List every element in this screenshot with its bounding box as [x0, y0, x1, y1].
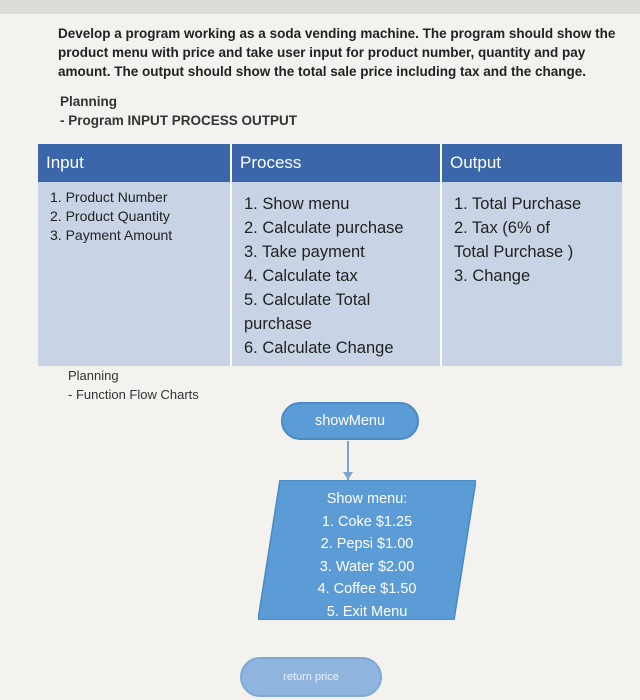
menu-line: 4. Coffee $1.50: [317, 581, 417, 597]
input-item: 2. Product Quantity: [50, 208, 170, 224]
planning-ipo-section: [60, 92, 297, 130]
process-item: 5. Calculate Total: [244, 291, 371, 309]
process-item: 4. Calculate tax: [244, 267, 358, 285]
menu-line: 5. Exit Menu: [326, 603, 408, 620]
output-cell: [441, 182, 622, 366]
process-item: purchase: [244, 315, 312, 333]
ipo-body-row: [38, 182, 622, 366]
assignment-description: [58, 24, 618, 81]
menu-line: Show menu:: [326, 491, 408, 507]
description-line: amount. The output should show the total sale price including tax and the change.: [58, 64, 587, 79]
output-item: 3. Change: [454, 267, 531, 285]
flowchart-start-terminator: showMenu: [281, 402, 419, 440]
description-line: product menu with price and take user input for product number, quantity and pay: [58, 45, 586, 60]
top-band: [0, 0, 640, 14]
ipo-header-row: [38, 144, 622, 182]
planning-subheading: - Program INPUT PROCESS OUTPUT: [60, 113, 298, 128]
input-item: 3. Payment Amount: [50, 227, 173, 243]
process-item: 3. Take payment: [244, 243, 365, 261]
description-line: Develop a program working as a soda vending machine. The program should show the: [58, 26, 616, 41]
header-input: Input: [38, 144, 231, 182]
header-output: Output: [441, 144, 622, 182]
process-item: 1. Show menu: [244, 195, 350, 213]
flowchart-end-terminator: return price: [240, 657, 382, 697]
planning-heading: Planning: [68, 368, 119, 383]
menu-line: 2. Pepsi $1.00: [320, 536, 414, 552]
process-cell: [231, 182, 441, 366]
header-process: Process: [231, 144, 441, 182]
input-item: 1. Product Number: [50, 189, 168, 205]
menu-line: 1. Coke $1.25: [321, 513, 413, 530]
planning-subheading: - Function Flow Charts: [68, 387, 199, 402]
ipo-table: [38, 144, 622, 366]
process-item: 6. Calculate Change: [244, 339, 394, 357]
output-item: Total Purchase ): [454, 243, 574, 261]
planning-heading: Planning: [60, 94, 117, 109]
output-item: 2. Tax (6% of: [454, 219, 550, 237]
flowchart-menu-text: [262, 488, 472, 623]
arrow-down-icon: [343, 472, 353, 480]
menu-line: 3. Water $2.00: [319, 558, 415, 575]
process-item: 2. Calculate purchase: [244, 219, 404, 237]
input-cell: [38, 182, 231, 366]
planning-flow-section: [68, 366, 199, 404]
output-item: 1. Total Purchase: [454, 195, 582, 213]
